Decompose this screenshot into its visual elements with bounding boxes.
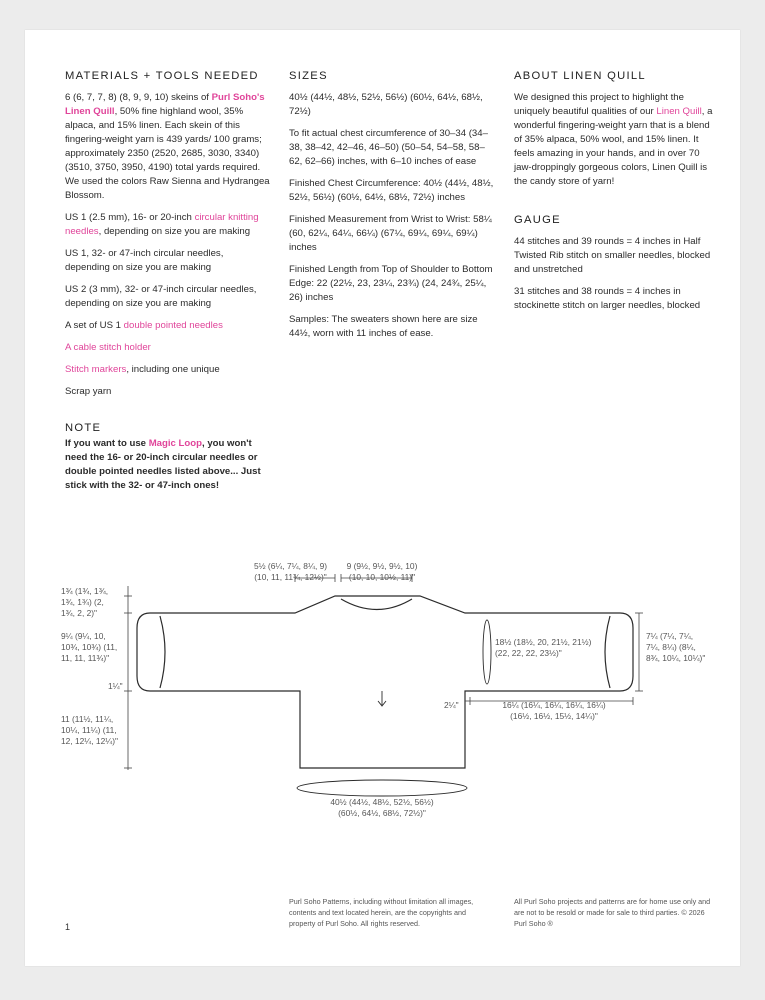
center-arrow <box>378 691 386 706</box>
chest-measure-label: 40½ (44½, 48½, 52½, 56½) (60½, 64½, 68½, 72½)" <box>330 797 434 818</box>
page-number: 1 <box>65 922 71 932</box>
neck-measure-label: 9 (9½, 9½, 9½, 10) (10, 10, 10½, 11)" <box>346 561 418 582</box>
needles-paragraph-1: US 1 (2.5 mm), 16- or 20-inch circular knitting needles, depending on size you are making <box>65 212 259 237</box>
needles-paragraph-2: US 1, 32- or 47-inch circular needles, depending on size you are making <box>65 248 224 273</box>
sizes-heading: SIZES <box>289 70 328 82</box>
length-paragraph: Finished Length from Top of Shoulder to Bottom Edge: 22 (22½, 23, 23¼, 23¾) (24, 24¾, 25¼, 26) inches <box>289 264 493 303</box>
copyright-notice: Purl Soho Patterns, including without limitation all images, contents and text located herein, are the copyrights and property of Purl Soho. All rights reserved. <box>289 897 474 928</box>
gauge-paragraph-1: 44 stitches and 39 rounds = 4 inches in Half Twisted Rib stitch on smaller needles, blocked and unstretched <box>514 236 711 275</box>
samples-paragraph: Samples: The sweaters shown here are size 44½, worn with 11 inches of ease. <box>289 314 478 339</box>
gauge-heading: GAUGE <box>514 214 561 226</box>
note-heading: NOTE <box>65 422 102 434</box>
sweater-schematic <box>25 30 740 966</box>
linen-quill-about-link[interactable]: Linen Quill <box>656 106 702 117</box>
cuff-rib-label: 1¾ (1¾, 1¾, 1¾, 1¾) (2, 1¾, 2, 2)" <box>61 586 109 618</box>
yarn-paragraph: 6 (6, 7, 7, 8) (8, 9, 9, 10) skeins of Purl Soho's Linen Quill, 50% fine highland wool, 35% alpaca, and 15% linen. Each skein of this fingering-weight yarn is 439 yards/ 100 grams; approximately 2350 (2520, 2685, 3030, 3340) (3510, 3750, 3950, 4190) total yards required. We used the colors Raw Sienna and Hydrangea Blossom. <box>65 92 270 201</box>
upper-arm-label: 9¼ (9¼, 10, 10¾, 10¾) (11, 11, 11, 11¾)" <box>61 631 118 663</box>
pattern-page <box>25 30 740 966</box>
left-dimension-lines <box>124 586 132 770</box>
magic-loop-link[interactable]: Magic Loop <box>148 438 202 449</box>
linen-quill-link[interactable]: Purl Soho's Linen Quill <box>65 92 265 117</box>
chest-oval <box>297 780 467 796</box>
cuff-width-label: 7¼ (7¼, 7¼, 7¼, 8¼) (8¼, 8¾, 10¼, 10¼)" <box>646 631 706 663</box>
neckline <box>341 599 412 610</box>
dpn-paragraph: A set of US 1 double pointed needles <box>65 320 223 331</box>
markers-paragraph: Stitch markers, including one unique <box>65 364 220 375</box>
cuff-edge-label: 2¼" <box>444 700 459 710</box>
circular-needles-link[interactable]: circular knitting needles <box>65 212 259 237</box>
materials-heading: MATERIALS + TOOLS NEEDED <box>65 70 259 82</box>
right-cuff-line <box>605 616 610 688</box>
shoulder-measure-label: 5½ (6¼, 7¼, 8¼, 9) (10, 11, 11¾, 12½)" <box>253 561 328 582</box>
scrap-yarn-paragraph: Scrap yarn <box>65 386 112 397</box>
sleeve-length-label: 16¼ (16¼, 16¼, 16¼, 16¼) (16½, 16½, 15½, 14¼)" <box>502 700 606 721</box>
left-cuff-line <box>160 616 165 688</box>
body-length-label: 11 (11½, 11¼, 10¼, 11¼) (11, 12, 12¼, 12¼)" <box>61 714 118 746</box>
cable-stitch-holder-link[interactable]: A cable stitch holder <box>65 342 151 353</box>
gauge-paragraph-2: 31 stitches and 38 rounds = 4 inches in stockinette stitch on larger needles, blocked <box>514 286 701 311</box>
sizes-list: 40½ (44½, 48½, 52½, 56½) (60½, 64½, 68½, 72½) <box>289 92 483 117</box>
sleeve-circumference-label: 18½ (18½, 20, 21½, 21½) (22, 22, 22, 23½)" <box>495 637 592 658</box>
fit-paragraph: To fit actual chest circumference of 30–34 (34–38, 38–42, 42–46, 46–50) (50–54, 54–58, 58–62, 62–66) inches, with 6–10 inches of ease <box>289 128 488 167</box>
chest-paragraph: Finished Chest Circumference: 40½ (44½, 48½, 52½, 56½) (60½, 64½, 68½, 72½) inches <box>289 178 494 203</box>
stitch-markers-link[interactable]: Stitch markers <box>65 364 127 375</box>
usage-notice: All Purl Soho projects and patterns are for home use only and are not to be resold or made for sale to third parties. © 2026 Purl Soho ® <box>514 897 711 928</box>
sleeve-circumference-oval <box>483 620 491 684</box>
note-body: If you want to use Magic Loop, you won't need the 16- or 20-inch circular needles or double pointed needles listed above... Just stick with the 32- or 47-inch ones! <box>65 438 261 491</box>
underarm-label: 1¼" <box>108 681 123 691</box>
about-paragraph: We designed this project to highlight the uniquely beautiful qualities of our Linen Quill, a wonderful fingering-weight yarn that is a blend of 35% alpaca, 50% wool, and 15% linen. It feels amazing in your hands, and in over 70 jaw-droppingly gorgeous colors, Linen Quill is the candy store of yarn! <box>514 92 713 187</box>
sweater-outline <box>137 596 633 768</box>
needles-paragraph-3: US 2 (3 mm), 32- or 47-inch circular needles, depending on size you are making <box>65 284 257 309</box>
wrist-paragraph: Finished Measurement from Wrist to Wrist: 58¼ (60, 62¼, 64¼, 66¼) (67¼, 69¼, 69¼, 69¼) inches <box>289 214 492 253</box>
about-heading: ABOUT LINEN QUILL <box>514 70 646 82</box>
double-pointed-needles-link[interactable]: double pointed needles <box>123 320 223 331</box>
